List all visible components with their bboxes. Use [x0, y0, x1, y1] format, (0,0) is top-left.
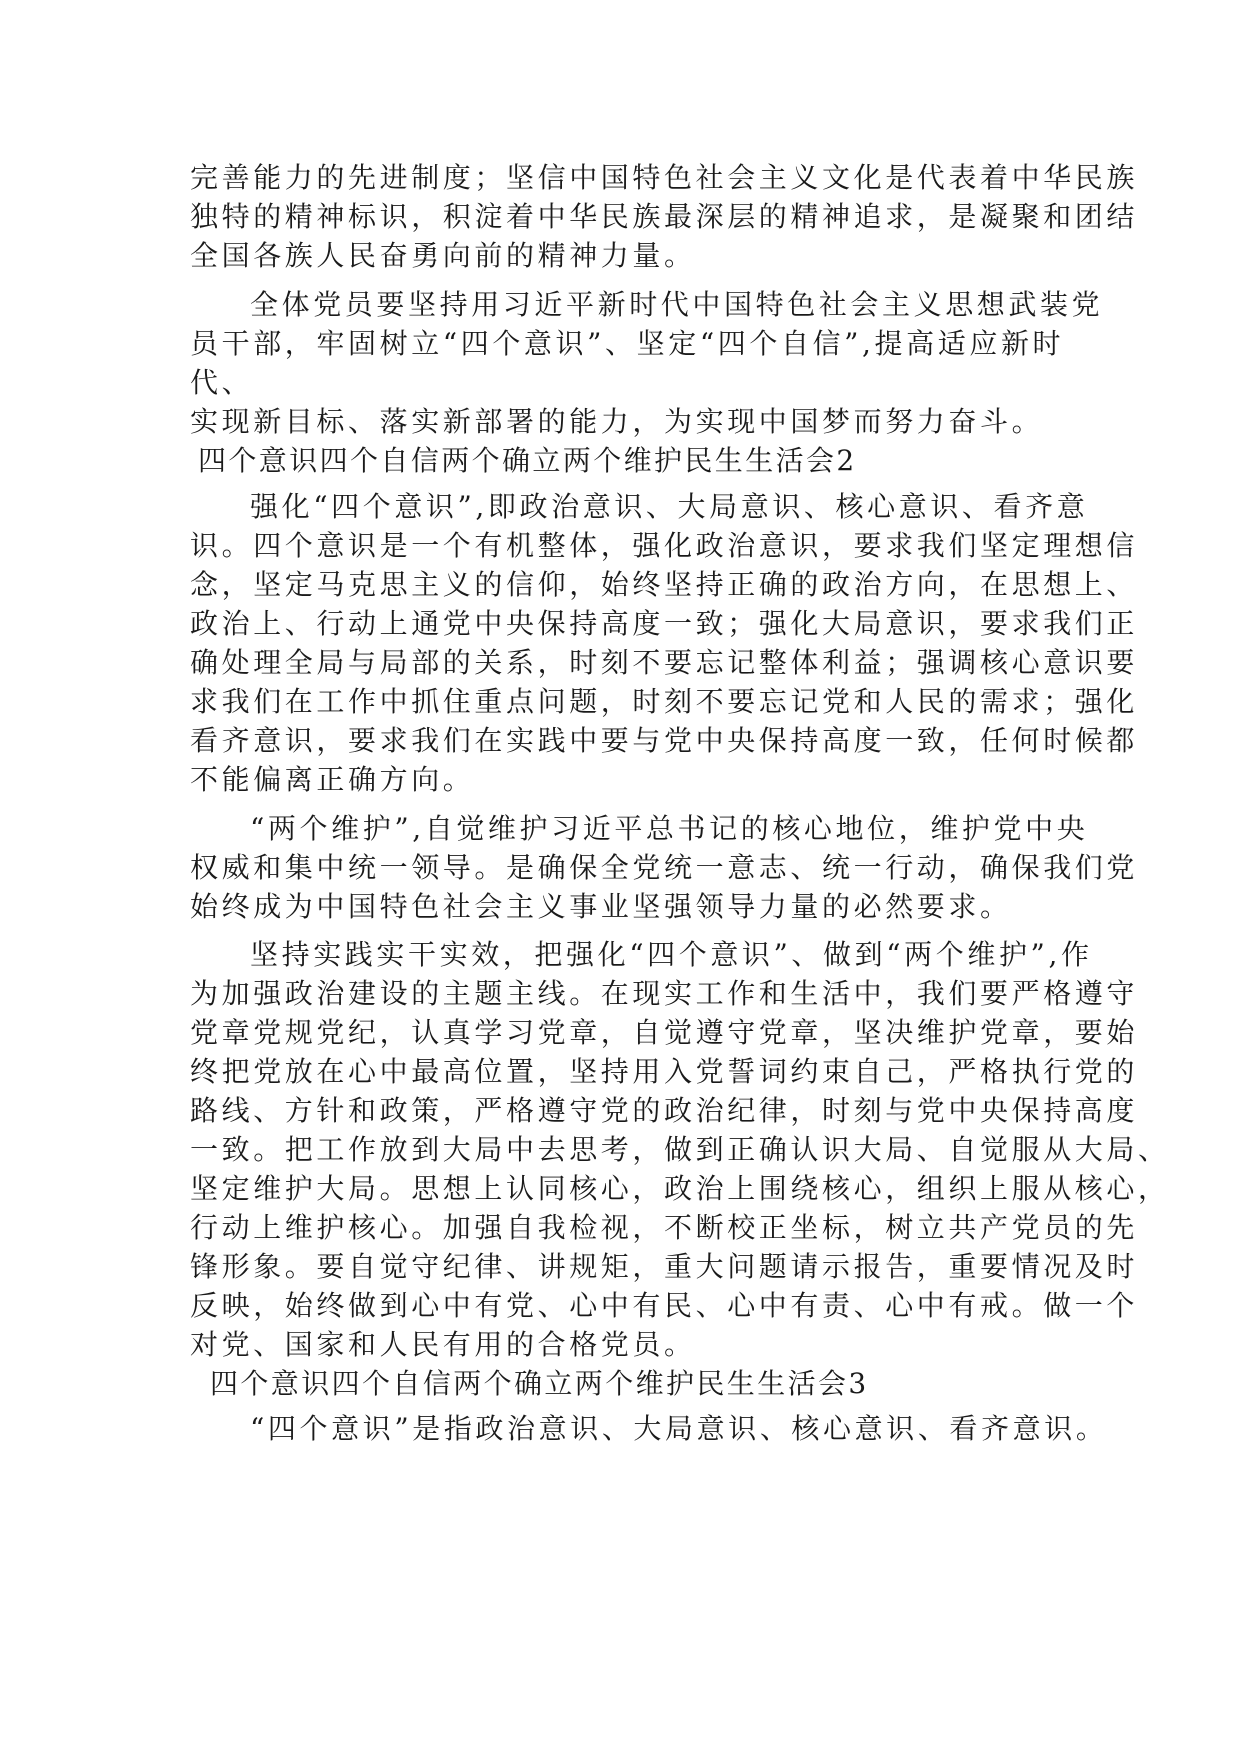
text-line: 看齐意识，要求我们在实践中要与党中央保持高度一致，任何时候都	[190, 724, 1139, 757]
text-line: 党章党规党纪，认真学习党章，自觉遵守党章，坚决维护党章，要始	[190, 1016, 1139, 1049]
text-line: 路线、方针和政策，严格遵守党的政治纪律，时刻与党中央保持高度	[190, 1094, 1139, 1127]
text-line: 行动上维护核心。加强自我检视，不断校正坐标，树立共产党员的先	[190, 1211, 1139, 1244]
text-line: 坚定维护大局。思想上认同核心，政治上围绕核心，组织上服从核心，	[190, 1172, 1170, 1205]
text-line: 权威和集中统一领导。是确保全党统一意志、统一行动，确保我们党	[190, 851, 1139, 884]
text-line: 员干部，牢固树立“四个意识”、坚定“四个自信”,提高适应新时	[190, 327, 1065, 360]
text-line: 终把党放在心中最高位置，坚持用入党誓词约束自己，严格执行党的	[190, 1055, 1139, 1088]
paragraph-start: 坚持实践实干实效，把强化“四个意识”、做到“两个维护”,作	[250, 938, 1093, 971]
paragraph-start: “两个维护”,自觉维护习近平总书记的核心地位，维护党中央	[250, 812, 1089, 845]
text-line: 不能偏离正确方向。	[190, 763, 475, 796]
section-heading: 四个意识四个自信两个确立两个维护民生生活会3	[210, 1367, 869, 1400]
text-line: 实现新目标、落实新部署的能力，为实现中国梦而努力奋斗。	[190, 405, 1044, 438]
text-line: 确处理全局与局部的关系，时刻不要忘记整体利益；强调核心意识要	[190, 646, 1139, 679]
text-line: 念，坚定马克思主义的信仰，始终坚持正确的政治方向，在思想上、	[190, 568, 1139, 601]
text-line: 政治上、行动上通党中央保持高度一致；强化大局意识，要求我们正	[190, 607, 1139, 640]
text-line: 对党、国家和人民有用的合格党员。	[190, 1328, 696, 1361]
paragraph-start: 全体党员要坚持用习近平新时代中国特色社会主义思想武装党	[250, 288, 1104, 321]
text-line: 独特的精神标识，积淀着中华民族最深层的精神追求，是凝聚和团结	[190, 200, 1139, 233]
text-line: 为加强政治建设的主题主线。在现实工作和生活中，我们要严格遵守	[190, 977, 1139, 1010]
text-line: 反映，始终做到心中有党、心中有民、心中有责、心中有戒。做一个	[190, 1289, 1139, 1322]
text-line: 全国各族人民奋勇向前的精神力量。	[190, 239, 696, 272]
text-line: 锋形象。要自觉守纪律、讲规矩，重大问题请示报告，重要情况及时	[190, 1250, 1139, 1283]
text-line: 代、	[190, 366, 254, 399]
paragraph-start: 强化“四个意识”,即政治意识、大局意识、核心意识、看齐意	[250, 490, 1089, 523]
text-line: 始终成为中国特色社会主义事业坚强领导力量的必然要求。	[190, 890, 1012, 923]
text-line: 一致。把工作放到大局中去思考，做到正确认识大局、自觉服从大局、	[190, 1133, 1170, 1166]
text-line: 求我们在工作中抓住重点问题，时刻不要忘记党和人民的需求；强化	[190, 685, 1139, 718]
section-heading: 四个意识四个自信两个确立两个维护民生生活会2	[198, 444, 857, 477]
text-line: 完善能力的先进制度；坚信中国特色社会主义文化是代表着中华民族	[190, 161, 1139, 194]
paragraph-start: “四个意识”是指政治意识、大局意识、核心意识、看齐意识。	[250, 1412, 1108, 1445]
text-line: 识。四个意识是一个有机整体，强化政治意识，要求我们坚定理想信	[190, 529, 1139, 562]
